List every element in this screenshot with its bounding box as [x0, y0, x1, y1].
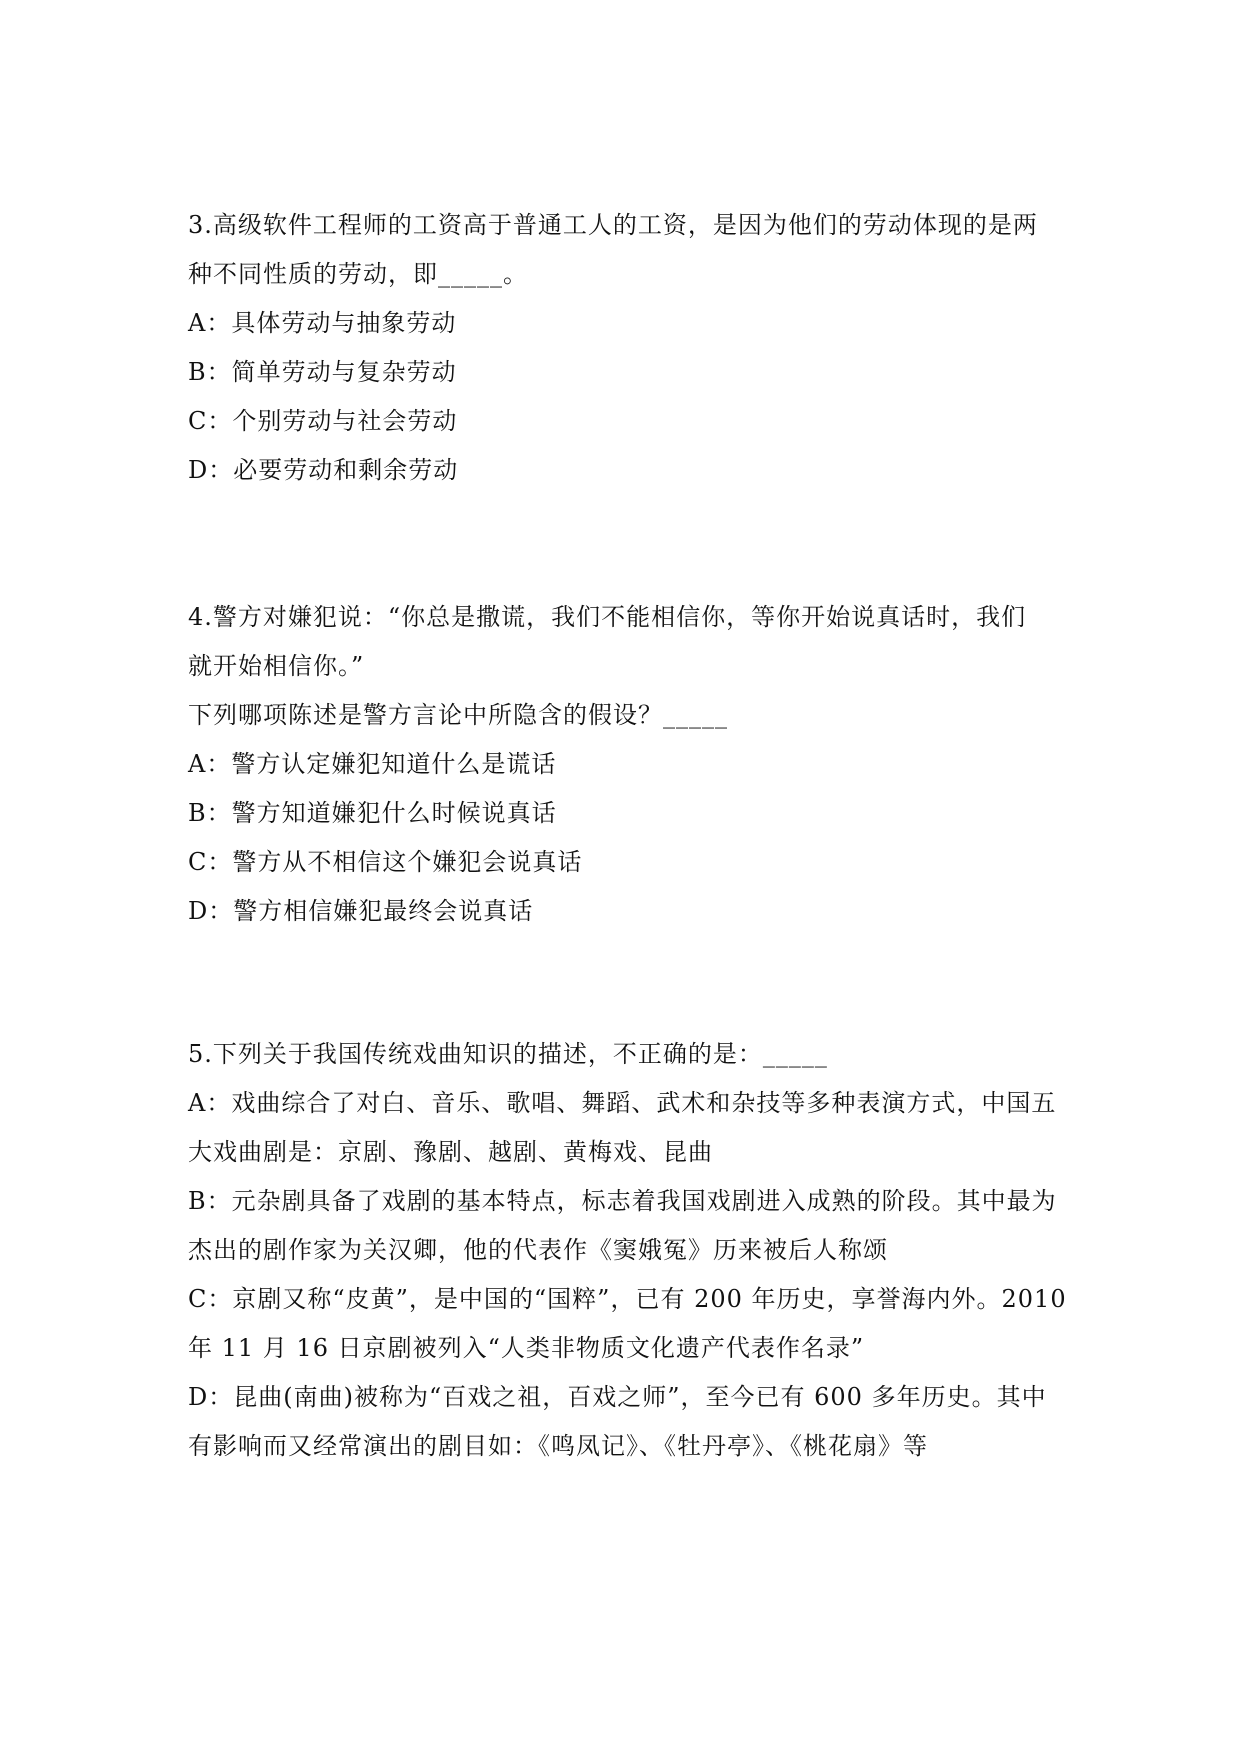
answer-option-b: B：简单劳动与复杂劳动	[188, 358, 457, 386]
answer-option-b: B：警方知道嫌犯什么时候说真话	[188, 799, 557, 827]
question-stem-line: 种不同性质的劳动，即_____。	[188, 260, 528, 288]
question-5	[188, 1030, 1067, 1471]
question-stem-line: 4.警方对嫌犯说：“你总是撒谎，我们不能相信你，等你开始说真话时，我们	[188, 603, 1027, 631]
question-3	[188, 201, 1058, 495]
answer-option-c-continued: 年 11 月 16 日京剧被列入“人类非物质文化遗产代表作名录”	[188, 1334, 865, 1362]
answer-option-a: A：戏曲综合了对白、音乐、歌唱、舞蹈、武术和杂技等多种表演方式，中国五	[188, 1089, 1057, 1117]
answer-option-b: B：元杂剧具备了戏剧的基本特点，标志着我国戏剧进入成熟的阶段。其中最为	[188, 1187, 1057, 1215]
answer-option-a: A：警方认定嫌犯知道什么是谎话	[188, 750, 557, 778]
answer-option-c: C：京剧又称“皮黄”，是中国的“国粹”，已有 200 年历史，享誉海内外。2010	[188, 1285, 1067, 1313]
answer-option-d: D：必要劳动和剩余劳动	[188, 456, 459, 484]
question-stem-line: 5.下列关于我国传统戏曲知识的描述，不正确的是：_____	[188, 1040, 828, 1068]
answer-option-c: C：个别劳动与社会劳动	[188, 407, 458, 435]
answer-option-d-continued: 有影响而又经常演出的剧目如：《鸣凤记》、《牡丹亭》、《桃花扇》等	[188, 1432, 928, 1460]
answer-option-a-continued: 大戏曲剧是：京剧、豫剧、越剧、黄梅戏、昆曲	[188, 1138, 713, 1166]
answer-option-d: D：昆曲(南曲)被称为“百戏之祖，百戏之师”，至今已有 600 多年历史。其中	[188, 1383, 1047, 1411]
answer-option-a: A：具体劳动与抽象劳动	[188, 309, 457, 337]
question-stem-line: 3.高级软件工程师的工资高于普通工人的工资，是因为他们的劳动体现的是两	[188, 211, 1038, 239]
answer-option-d: D：警方相信嫌犯最终会说真话	[188, 897, 534, 925]
question-4	[188, 593, 1058, 936]
question-stem-line: 就开始相信你。”	[188, 652, 365, 680]
answer-option-c: C：警方从不相信这个嫌犯会说真话	[188, 848, 583, 876]
answer-option-b-continued: 杰出的剧作家为关汉卿，他的代表作《窦娥冤》历来被后人称颂	[188, 1236, 888, 1264]
question-stem-line: 下列哪项陈述是警方言论中所隐含的假设？_____	[188, 701, 728, 729]
